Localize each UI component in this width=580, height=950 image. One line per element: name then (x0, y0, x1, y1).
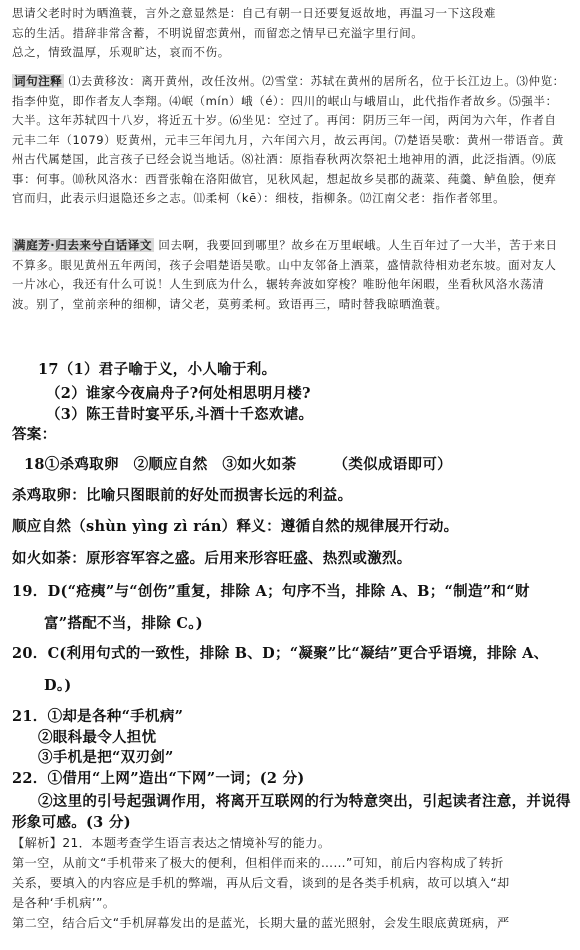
analysis-line: 第一空，从前文“手机带来了极大的便利，但相伴而来的……”可知，前后内容构成了转折 (12, 856, 504, 870)
q21-answer-1: 21．①却是各种“手机病” (12, 708, 184, 725)
notes-label: 词句注释 (14, 74, 63, 88)
text-line: 忘的生活。措辞非常含蓄，不明说留恋黄州，而留恋之情早已充溢字里行间。 (12, 25, 424, 40)
q19-answer-line1: 19．D(“疮痍”与“创伤”重复，排除 A；句序不当，排除 A、B；“制造”和“财 (12, 583, 530, 600)
analysis-line: 【解析】21．本题考查学生语言表达之情境补写的能力。 (12, 836, 331, 850)
text-line: 思请父老时时为晒渔蓑，言外之意显然是：自己有朝一日还要复返故地，再温习一下这段难 (12, 6, 496, 20)
q19-answer-line2: 富”搭配不当，排除 C。) (44, 615, 203, 632)
q17-answer-1: 17（1）君子喻于义，小人喻于利。 (38, 361, 277, 378)
analysis-line: 第二空，结合后文“手机屏幕发出的是蓝光，长期大量的蓝光照射，会发生眼底黄斑病，严 (12, 916, 510, 930)
text-line: 总之，情致温厚，乐观旷达，哀而不伤。 (12, 45, 230, 59)
q20-answer-line1: 20．C(利用句式的一致性，排除 B、D；“凝聚”比“凝结”更合乎语境，排除 A、 (12, 645, 549, 662)
q21-answer-2: ②眼科最令人担忧 (38, 729, 157, 746)
analysis-line: 是各种‘手机病’”。 (12, 896, 116, 910)
q18-definition-3: 如火如荼：原形容军容之盛。后用来形容旺盛、热烈或激烈。 (12, 550, 412, 567)
translation-paragraph (12, 4, 568, 63)
q18-definition-1: 杀鸡取卵：比喻只图眼前的好处而损害长远的利益。 (12, 487, 353, 504)
q17-answer-3: （3）陈王昔时宴平乐,斗酒十千恣欢谑。 (46, 406, 314, 423)
q18-definition-2: 顺应自然（shùn yìng zì rán）释义：遵循自然的规律展开行动。 (12, 518, 459, 535)
modern-translation-label: 满庭芳·归去来兮白话译文 (14, 238, 153, 252)
modern-translation-paragraph (12, 236, 568, 314)
q22-answer-1: 22．①借用“上网”造出“下网”一词；(2 分) (12, 770, 305, 787)
answer-label: 答案： (12, 426, 57, 443)
q22-answer-2: ②这里的引号起强调作用，将离开互联网的行为特意突出，引起读者注意，并说得 (38, 793, 571, 810)
q17-answer-2: （2）谁家今夜扁舟子?何处相思明月楼? (46, 385, 311, 402)
notes-paragraph (12, 72, 568, 209)
q20-answer-line2: D。) (44, 677, 72, 694)
analysis-line: 关系，要填入的内容应是手机的弊端，再从后文看，谈到的是各类手机病，故可以填入“却 (12, 876, 510, 890)
q21-answer-3: ③手机是把“双刃剑” (38, 749, 174, 766)
q22-answer-3: 形象可感。(3 分) (12, 814, 131, 831)
analysis-paragraph (12, 833, 568, 933)
notes-text: ⑴去黄移汝：离开黄州，改任汝州。⑵雪堂：苏轼在黄州的居所名，位于长江边上。⑶仲览：指李仲览，即作者友人李翔。⑷岷（mín）峨（é）：四川的岷山与峨眉山，此代指作者故乡。⑸强半：大半。这年苏轼四十八岁，将近五十岁。⑹坐见：空过了。再闰：阴历三年一闰，两闰为六年，作者自元丰二年（1079）贬黄州，元丰三年闰九月，六年闰六月，故云再闰。⑺楚语吴歌：黄州一带语音。黄州古代属楚国，此言孩子已经会说当地话。⑻社酒：原指春秋两次祭祀土地神用的酒，此泛指酒。⑼底事：何事。⑽秋风洛水：西晋张翰在洛阳做官，见秋风起，想起故乡吴郡的蔬菜、莼羹、鲈鱼脍，便弃官而归，此表示归退隐还乡之志。⑾柔柯（kē）：细枝，指柳条。⑿江南父老：指作者邻里。 (12, 74, 565, 205)
q18-answers: 18①杀鸡取卵 ②顺应自然 ③如火如荼 （类似成语即可） (24, 456, 452, 473)
modern-translation-text: 回去啊，我要回到哪里？故乡在万里岷峨。人生百年过了一大半，苦于来日不算多。眼见黄州五年两闰，孩子会唱楚语吴歌。山中友邻备上酒菜，盛情款待相劝老东坡。面对友人一片冰心，我还有什么可说！人生到底为什么，辗转奔波如穿梭？唯盼他年闲暇，坐看秋风洛水荡清波。别了，堂前亲种的细柳，请父老，莫剪柔柯。致语再三，晴时替我晾晒渔蓑。 (12, 238, 558, 311)
